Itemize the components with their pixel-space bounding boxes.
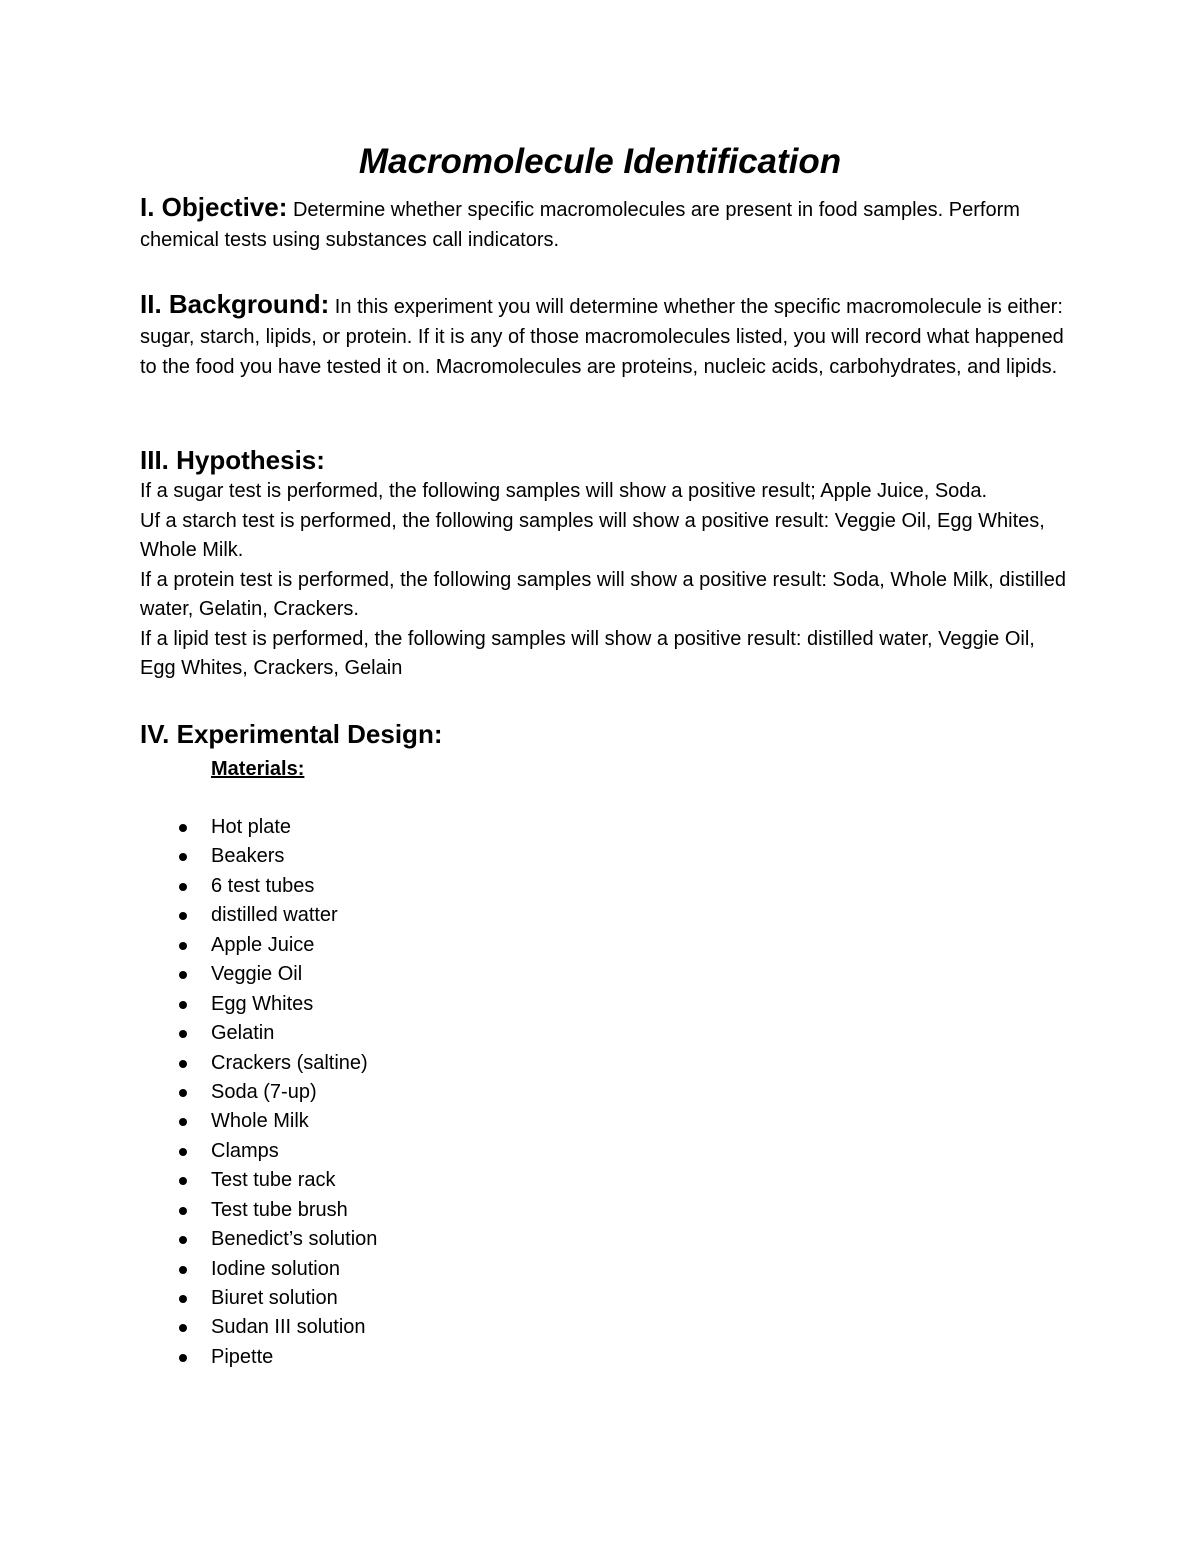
background-section bbox=[140, 289, 1070, 382]
bullet-icon bbox=[179, 1236, 187, 1244]
hypothesis-line-sugar: If a sugar test is performed, the following samples will show a positive result; Apple Juice, Soda. bbox=[140, 480, 988, 502]
material-text: Apple Juice bbox=[211, 933, 315, 956]
background-text: In this experiment you will determine whether the specific macromolecule is either: sugar, starch, lipids, or protein. If it is any of those macromolecules listed, you will record what happened to the food you have tested it on. Macromolecules are proteins, nucleic acids, carbohydrates, and lipids. bbox=[140, 296, 1064, 378]
material-text: Clamps bbox=[211, 1139, 279, 1162]
bullet-icon bbox=[179, 1030, 187, 1038]
document-title: Macromolecule Identification bbox=[358, 142, 842, 181]
list-item bbox=[172, 1196, 672, 1225]
material-text: Benedict’s solution bbox=[211, 1228, 378, 1251]
bullet-icon bbox=[179, 883, 187, 891]
list-item bbox=[172, 1019, 672, 1048]
list-item bbox=[172, 872, 672, 901]
bullet-icon bbox=[179, 1148, 187, 1156]
bullet-icon bbox=[179, 942, 187, 950]
material-text: Test tube rack bbox=[211, 1169, 336, 1192]
bullet-icon bbox=[179, 912, 187, 920]
material-text: Pipette bbox=[211, 1345, 274, 1368]
list-item bbox=[172, 1166, 672, 1195]
list-item bbox=[172, 1343, 672, 1372]
list-item bbox=[172, 1313, 672, 1342]
hypothesis-line-protein: If a protein test is performed, the following samples will show a positive result: Soda, Whole Milk, distilled water, Gelatin, Crackers. bbox=[140, 568, 1066, 620]
material-text: Soda (7-up) bbox=[211, 1080, 317, 1103]
hypothesis-heading: III. Hypothesis: bbox=[140, 445, 325, 475]
material-text: Veggie Oil bbox=[211, 963, 303, 986]
bullet-icon bbox=[179, 1207, 187, 1215]
bullet-icon bbox=[179, 1324, 187, 1332]
hypothesis-line-starch: Uf a starch test is performed, the following samples will show a positive result: Veggie Oil, Egg Whites, Whole Milk. bbox=[140, 509, 1045, 561]
material-text: Gelatin bbox=[211, 1022, 275, 1045]
objective-text: Determine whether specific macromolecules are present in food samples. Perform chemical tests using substances call indicators. bbox=[140, 199, 1020, 251]
material-text: Biuret solution bbox=[211, 1287, 338, 1309]
bullet-icon bbox=[179, 1177, 187, 1185]
material-text: Egg Whites bbox=[211, 992, 314, 1015]
material-text: 6 test tubes bbox=[211, 874, 315, 897]
design-heading: IV. Experimental Design: bbox=[140, 719, 443, 749]
material-text: Hot plate bbox=[211, 816, 292, 838]
material-text: Test tube brush bbox=[211, 1198, 348, 1221]
objective-heading: I. Objective: bbox=[140, 192, 288, 222]
bullet-icon bbox=[179, 1266, 187, 1274]
list-item bbox=[172, 931, 672, 960]
bullet-icon bbox=[179, 853, 187, 861]
design-section bbox=[140, 717, 1070, 751]
list-item bbox=[172, 901, 672, 930]
materials-list bbox=[172, 813, 672, 1372]
material-text: distilled watter bbox=[211, 904, 338, 927]
list-item bbox=[172, 1049, 672, 1078]
material-text: Beakers bbox=[211, 845, 285, 868]
list-item bbox=[172, 1078, 672, 1107]
list-item bbox=[172, 1137, 672, 1166]
hypothesis-section bbox=[140, 443, 1070, 684]
bullet-icon bbox=[179, 1354, 187, 1362]
bullet-icon bbox=[179, 824, 187, 832]
list-item bbox=[172, 1255, 672, 1284]
materials-label: Materials: bbox=[211, 758, 305, 780]
list-item bbox=[172, 990, 672, 1019]
bullet-icon bbox=[179, 1295, 187, 1303]
material-text: Sudan III solution bbox=[211, 1316, 366, 1339]
list-item bbox=[172, 813, 672, 842]
hypothesis-line-lipid: If a lipid test is performed, the following samples will show a positive result: distilled water, Veggie Oil, Egg Whites, Crackers, Gelain bbox=[140, 627, 1035, 679]
objective-section bbox=[140, 192, 1070, 255]
list-item bbox=[172, 1225, 672, 1254]
bullet-icon bbox=[179, 971, 187, 979]
material-text: Iodine solution bbox=[211, 1257, 340, 1280]
list-item bbox=[172, 960, 672, 989]
list-item bbox=[172, 1107, 672, 1136]
bullet-icon bbox=[179, 1089, 187, 1097]
bullet-icon bbox=[179, 1118, 187, 1126]
material-text: Crackers (saltine) bbox=[211, 1051, 368, 1074]
list-item bbox=[172, 1284, 672, 1313]
bullet-icon bbox=[179, 1001, 187, 1009]
bullet-icon bbox=[179, 1060, 187, 1068]
background-heading: II. Background: bbox=[140, 289, 330, 319]
material-text: Whole Milk bbox=[211, 1110, 309, 1133]
list-item bbox=[172, 842, 672, 871]
